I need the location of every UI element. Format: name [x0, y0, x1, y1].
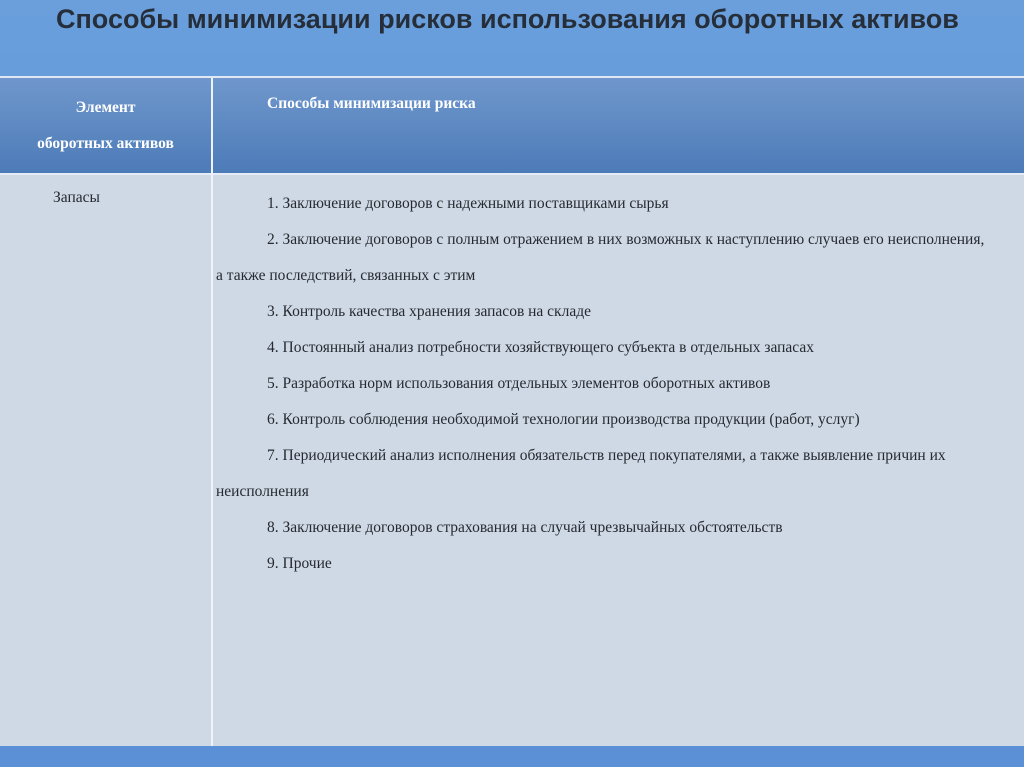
- cell-element-zapasy: Запасы: [53, 189, 100, 206]
- methods-list: [216, 186, 986, 582]
- slide-title: Способы минимизации рисков использования оборотных активов: [56, 4, 959, 34]
- list-item: 9. Прочие: [267, 555, 332, 572]
- list-item: 1. Заключение договоров с надежными поставщиками сырья: [267, 195, 669, 212]
- list-item: 5. Разработка норм использования отдельных элементов оборотных активов: [267, 375, 771, 392]
- list-item: 4. Постоянный анализ потребности хозяйствующего субъекта в отдельных запасах: [267, 339, 815, 356]
- header-cell-methods: Способы минимизации риска: [267, 95, 476, 112]
- header-cell-element: [0, 90, 211, 162]
- list-item: 8. Заключение договоров страхования на случай чрезвычайных обстоятельств: [267, 519, 783, 536]
- header-cell-element-line2: оборотных активов: [37, 135, 174, 152]
- list-item: 2. Заключение договоров с полным отражением в них возможных к наступлению случаев его неисполнения, а также последствий, связанных с этим: [216, 231, 985, 284]
- footer-band: [0, 746, 1024, 767]
- column-divider: [211, 78, 213, 746]
- list-item: 6. Контроль соблюдения необходимой технологии производства продукции (работ, услуг): [267, 411, 860, 428]
- header-cell-element-line1: Элемент: [75, 99, 136, 116]
- list-item: 3. Контроль качества хранения запасов на складе: [267, 303, 591, 320]
- risk-methods-table: [0, 78, 1024, 746]
- list-item: 7. Периодический анализ исполнения обязательств перед покупателями, а также выявление причин их неисполнения: [216, 447, 946, 500]
